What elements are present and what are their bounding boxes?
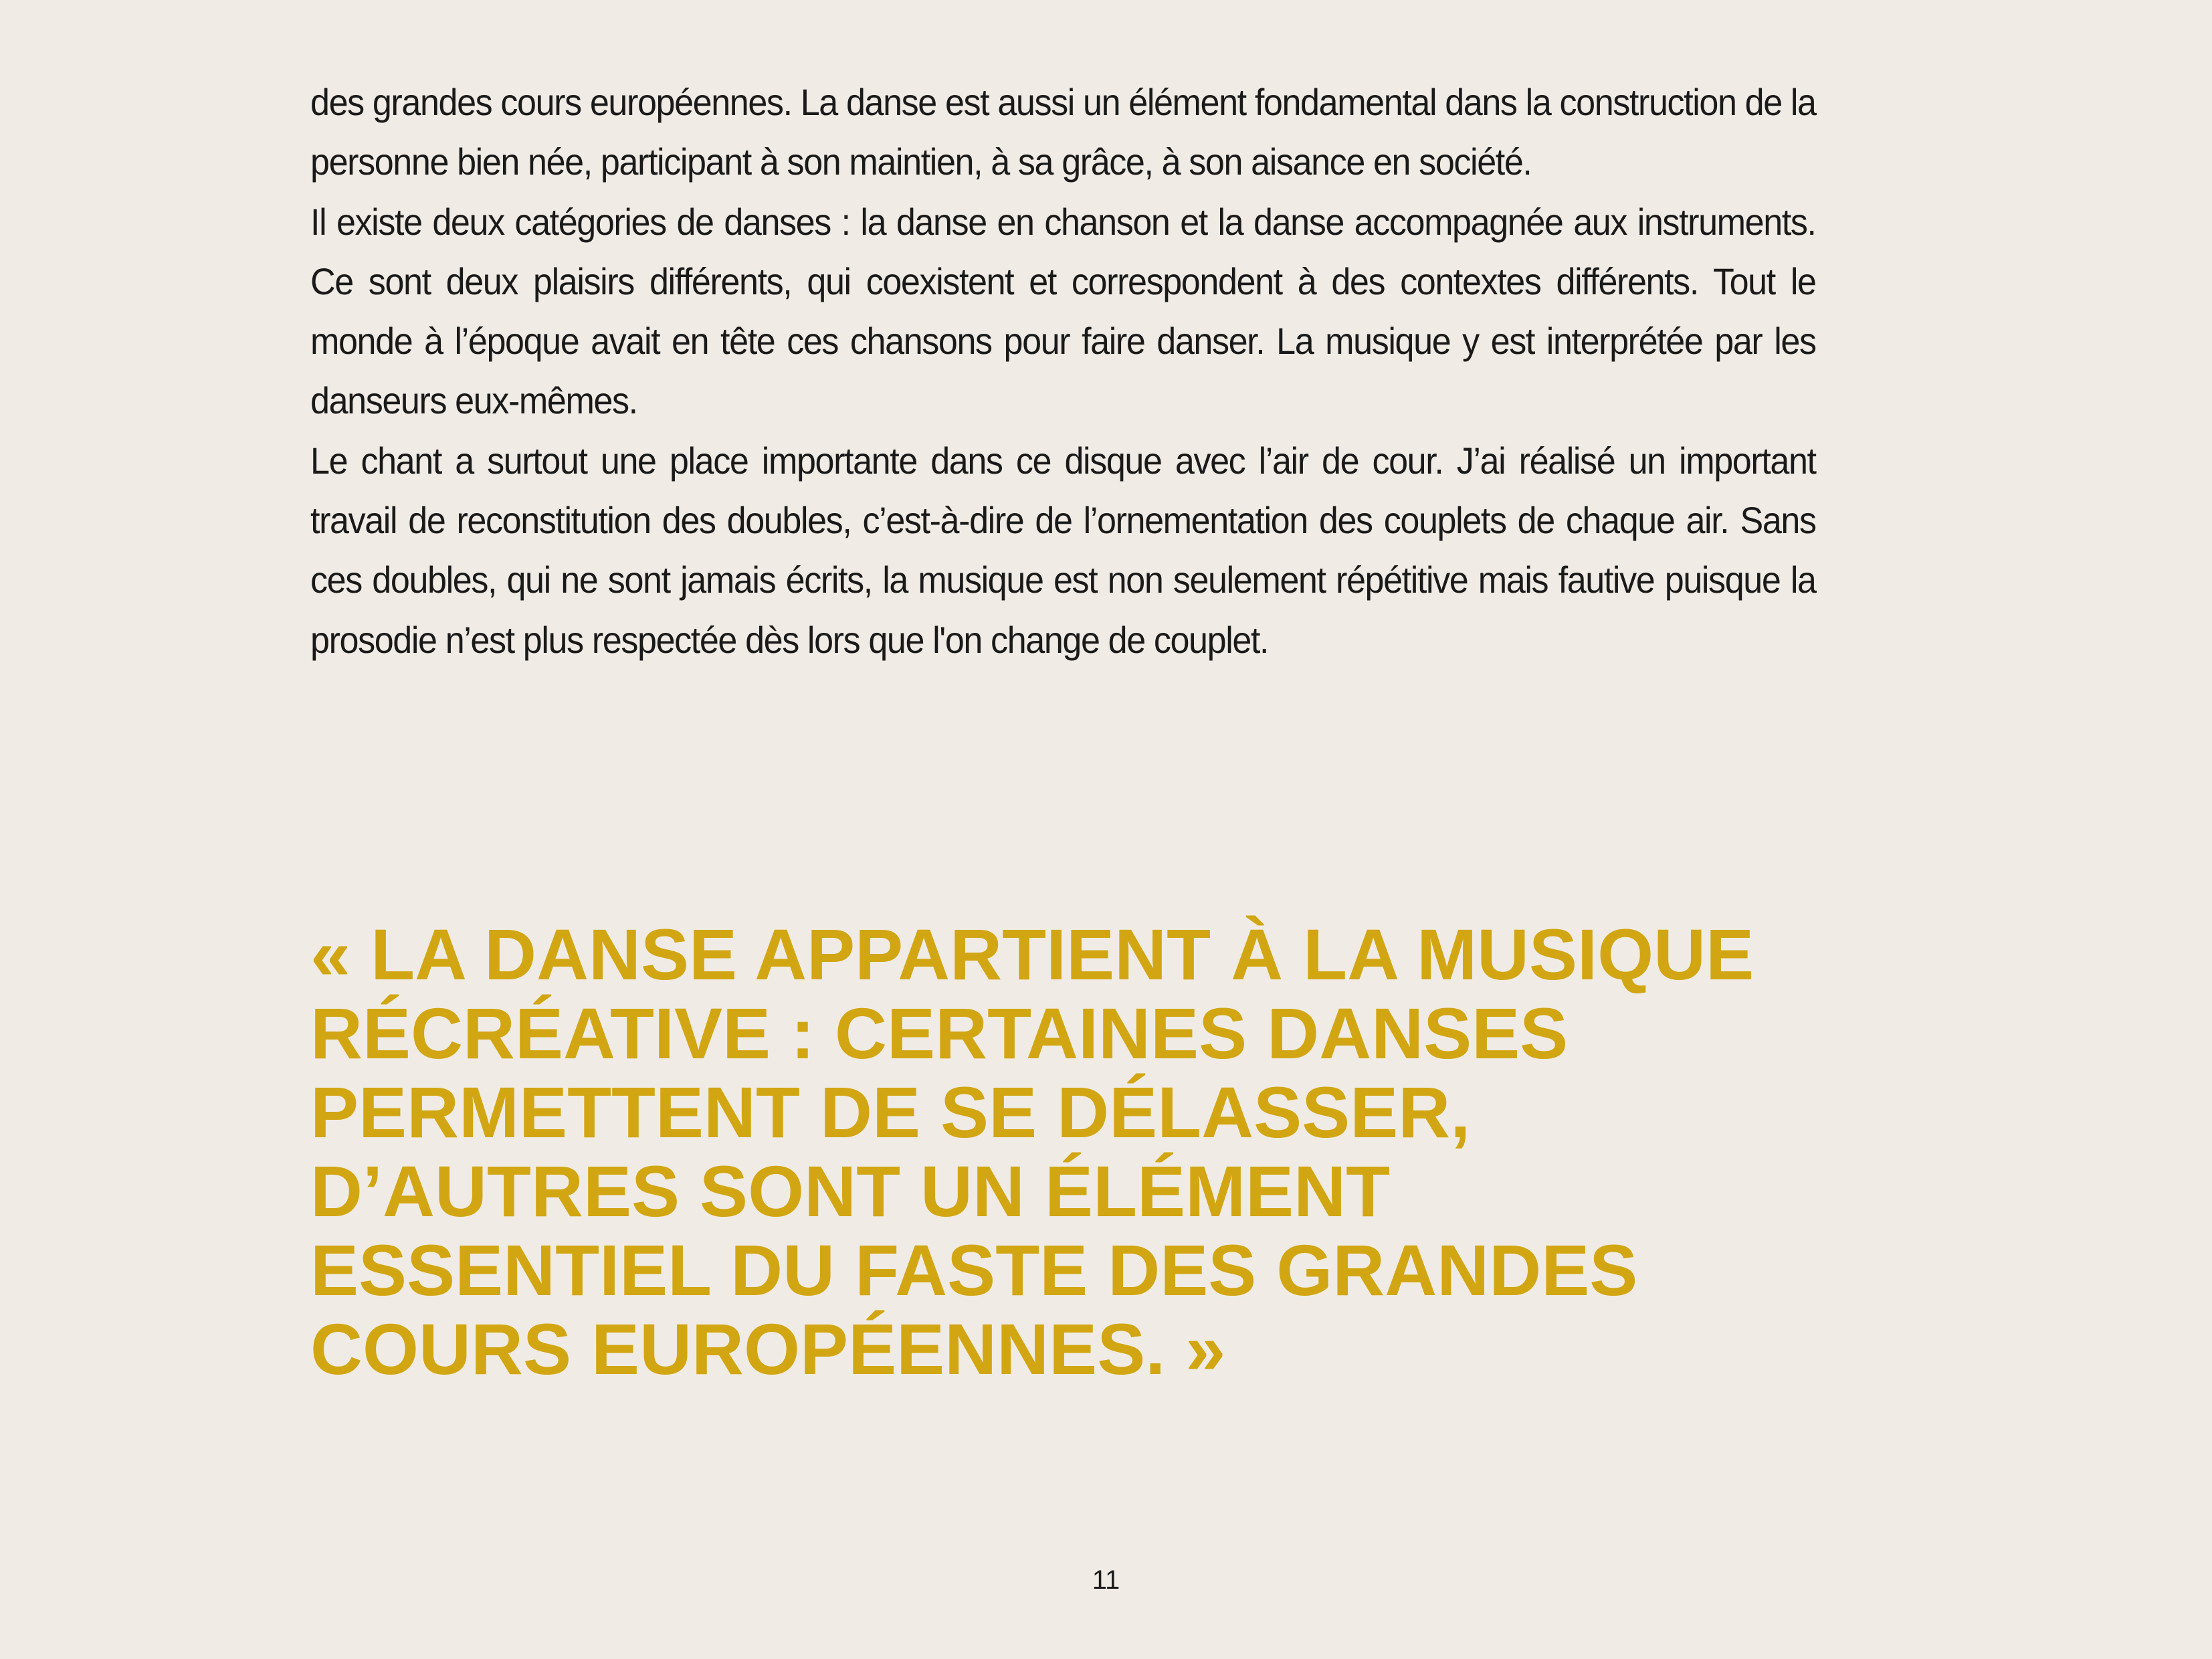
pull-quote-line: PERMETTENT DE SE DÉLASSER, bbox=[310, 1072, 1471, 1153]
pull-quote-line: COURS EUROPÉENNES. » bbox=[310, 1308, 1226, 1389]
pull-quote-line: « LA DANSE APPARTIENT À LA MUSIQUE bbox=[310, 914, 1754, 995]
pull-quote-line: ESSENTIEL DU FASTE DES GRANDES bbox=[310, 1230, 1638, 1310]
paragraph: des grandes cours européennes. La danse est aussi un élément fondamental dans la construction de la personne bien née, participant à son maintien, à sa grâce, à son aisance en société. bbox=[310, 81, 1816, 183]
pull-quote bbox=[310, 915, 1956, 1389]
body-text bbox=[310, 72, 1816, 670]
page-number: 11 bbox=[1092, 1565, 1120, 1595]
paragraph: Le chant a surtout une place importante dans ce disque avec l’air de cour. J’ai réalisé un important travail de reconstitution des doubles, c’est-à-dire de l’ornementation des couplets de chaque air. Sans ces doubles, qui ne sont jamais écrits, la musique est non seulement répétitive mais fautive puisque la prosodie n’est plus respectée dès lors que l'on change de couplet. bbox=[310, 439, 1816, 661]
paragraph: Il existe deux catégories de danses : la danse en chanson et la danse accompagnée aux instruments. Ce sont deux plaisirs différents, qui coexistent et correspondent à des contextes différents. Tout le monde à l’époque avait en tête ces chansons pour faire danser. La musique y est interprétée par les danseurs eux-mêmes. bbox=[310, 200, 1816, 422]
pull-quote-line: D’AUTRES SONT UN ÉLÉMENT bbox=[310, 1151, 1391, 1232]
pull-quote-line: RÉCRÉATIVE : CERTAINES DANSES bbox=[310, 993, 1569, 1074]
